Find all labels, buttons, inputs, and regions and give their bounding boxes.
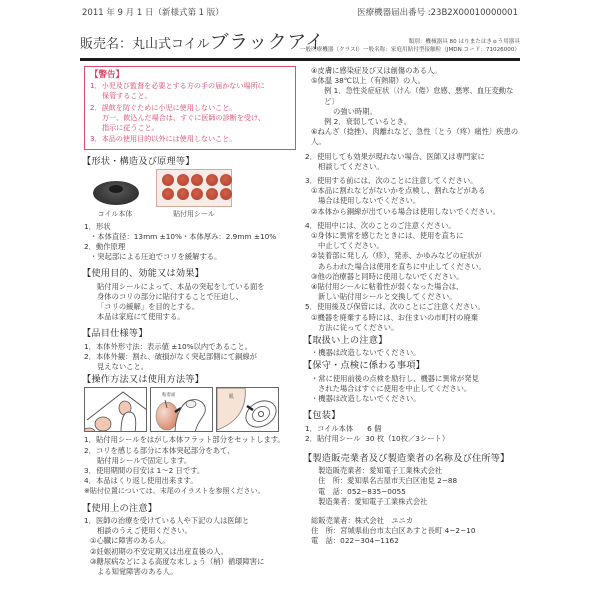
distributor-address: 住 所：宮城県仙台市太白区あすと長町 4−2−10 [311, 526, 476, 536]
usage-line-2: 2．コリを感じる部分に本体突起部分をあて、 [84, 445, 235, 455]
spec-line-1: 1．本体外形寸法：表示値 ±10%以内であること。 [84, 341, 252, 351]
edition-date: 2011 年 9 月 1 日（新様式第 1 版） [82, 8, 224, 18]
manufacturer-heading: 【製造販売業者及び製造業者の名称及び住所等】 [303, 452, 510, 464]
seal-sheet-image [156, 169, 232, 207]
package-item-2-qty: 30 枚（10枚／3シート） [365, 433, 450, 443]
seal-figure [156, 169, 232, 219]
distributor-phone: 電 話：022−304−1162 [311, 536, 399, 546]
spec-heading: 【品目仕様等】 [82, 328, 148, 340]
shape-item-1-title: 1．形状 [84, 221, 111, 231]
spec-line-2: 2．本体外観：割れ、破損がなく突起部側にて銅線が [84, 351, 257, 361]
precaution-4c: ③他の治療器と同時に使用しないでください。 [311, 271, 464, 281]
maintenance-line-1: ・常に使用前後の点検を励行し、機器に異常が発見 [311, 373, 479, 383]
precaution-1-line1: 1．医師の治療を受けている人や下記の人は医師と [84, 515, 250, 525]
usage-note: ※貼付位置については、末尾のイラストを参照ください。 [84, 487, 265, 496]
manufacturer-maker: 製造業者：愛知電子工業株式会社 [318, 496, 428, 506]
package-item-1 [305, 424, 523, 434]
purpose-line: 本品は家庭にて使用する。 [97, 312, 185, 322]
precaution-1e-ex1-cont: の強い時期。 [333, 106, 377, 116]
precaution-5a: ①機器を廃棄する時には、お住まいの市町村の廃棄 [311, 312, 479, 322]
coil-image [90, 175, 140, 207]
maintenance-heading: 【保守・点検に係わる事項】 [303, 360, 426, 372]
precaution-4-line1: 4．使用中には、次のことのご注意ください。 [305, 220, 456, 230]
right-column [305, 66, 523, 547]
warning-heading: 【警告】 [90, 70, 125, 80]
precaution-1a: ①心臓に障害のある人。 [90, 536, 170, 546]
precaution-4d-cont: 新しい貼付用シールと交換してください。 [318, 292, 457, 302]
precaution-4a: ①身体に異常を感じたときには、使用を直ちに [311, 231, 464, 241]
precaution-3b: ②本体から銅線が出ている場合は使用しないでください。 [311, 206, 500, 216]
classification-line: 一般医療機器（クラスⅠ）一般名称：家庭用貼付型接触粒（JMDN コード：71026000） [299, 47, 520, 53]
usage-line-2b: 貼付用シールで固定します。 [97, 455, 192, 465]
package-item-1-name: 1．コイル本体 [305, 423, 354, 433]
product-figures [84, 170, 296, 220]
precautions-heading: 【使用上の注意】 [82, 502, 158, 514]
precaution-4b-cont: あらわれた場合は使用を直ちに中止してください。 [318, 261, 486, 271]
warning-item-1: 1．小児及び監督を必要とする方の手の届かない場所に 保管すること。 [90, 81, 265, 101]
handling-line: ・機器は改造しないでください。 [311, 348, 421, 358]
package-item-1-qty: 6 個 [367, 423, 382, 433]
distributor-name: 総販売業者：株式会社 ユニカ [311, 515, 414, 525]
warning-item-2: 2．誤飲を防ぐために小児に使用しないこと。 万一、飲込んだ場合は、すぐに医師の診断を受け、 指示に従うこと。 [90, 102, 265, 133]
panel-label-adhesive: 粘着面 [162, 393, 176, 399]
usage-heading: 【操作方法又は使用方法等】 [82, 374, 205, 386]
handling-heading: 【取扱い上の注意】 [303, 335, 388, 347]
product-title [80, 27, 325, 54]
document-header [82, 6, 518, 18]
purpose-line: 「コリの緩解」を目的とする。 [97, 302, 200, 312]
usage-illustrations [84, 387, 296, 432]
package-heading: 【包装】 [303, 410, 341, 422]
purpose-line: 身体のコリの部分に貼付することで圧迫し、 [97, 291, 243, 301]
maintenance-line-1b: された場合はすぐに使用を中止してください。 [318, 383, 472, 393]
panel-label-skin: 肌 [229, 394, 235, 401]
precaution-1f: ⑥ねんざ（捻挫）、肉離れなど、急性〔とう（疼）痛性〕疾患の人。 [311, 127, 519, 147]
usage-line-1: 1．貼付用シールをはがし本体フラット部分をセットします。 [84, 435, 285, 445]
illustration-apply-skin [216, 387, 279, 432]
precaution-2-line2: 相談してください。 [318, 161, 384, 171]
notification-number: 医療機器届出番号 :23B2X00010000001 [357, 8, 518, 18]
package-item-2 [305, 434, 523, 444]
precaution-3a: ①本品に割れなどがないかを点検し、割れなどがある [311, 186, 486, 196]
precaution-4a-cont: 中止してください。 [318, 241, 384, 251]
precaution-5a-cont: 方法に従ってください。 [318, 322, 399, 332]
shape-item-2-text: ・突起部による圧迫でコリを緩解する。 [90, 252, 222, 262]
manufacturer-address: 住 所：愛知県名古屋市天白区池見 2−88 [318, 476, 458, 486]
seal-label: 貼付用シール [173, 210, 215, 219]
warning-box [84, 66, 296, 150]
precaution-1-line2: 相談のうえご使用ください。 [97, 526, 192, 536]
precaution-1b: ②妊娠初期の不安定期又は出産直後の人。 [90, 546, 228, 556]
purpose-heading: 【使用目的、効能又は効果】 [82, 268, 205, 280]
coil-label: コイル本体 [97, 210, 133, 219]
precaution-1d: ④皮膚に感染症及び又は創傷のある人。 [311, 66, 442, 75]
spec-line-3: 見えないこと。 [97, 362, 149, 372]
manufacturer-seller: 製造販売業者：愛知電子工業株式会社 [318, 466, 443, 476]
classification-info [300, 38, 520, 54]
purpose-line: 貼付用シールによって、本品の突起をしている面を [97, 281, 265, 291]
precaution-1e: ⑤体温 38℃以上（有熱期）の人。 [311, 76, 425, 86]
precaution-3a-cont: 場合は使用しないでください。 [318, 196, 421, 206]
brand-name: ブラックアイ [209, 31, 325, 53]
precaution-1c-cont: よる知覚障害のある人。 [97, 566, 178, 576]
coil-figure [90, 175, 140, 219]
left-column [84, 66, 296, 577]
shape-item-2-title: 2．動作原理 [84, 242, 126, 252]
precaution-4d: ④貼付用シールに粘着性が弱くなった場合は、 [311, 282, 464, 292]
shape-item-1-text: ・本体直径：13mm ±10%・本体厚み：2.9mm ±10% [90, 231, 277, 241]
manufacturer-phone: 電 話：052−835−0055 [318, 486, 406, 496]
precaution-2-line1: 2．使用しても効果が現れない場合、医師又は専門家に [305, 151, 485, 161]
illustration-peel-seal [84, 387, 147, 432]
title-prefix: 販売名：丸山式コイル [80, 37, 210, 52]
precaution-1c: ③糖尿病などによる高度な末しょう（梢）循環障害に [90, 556, 265, 566]
precaution-1e-ex2: 例 2．衰弱しているとき。 [324, 117, 411, 127]
precaution-4b: ②装着部に発しん（疹）、発赤、かゆみなどの症状が [311, 251, 482, 261]
shape-heading: 【形状・構造及び原理等】 [82, 156, 195, 168]
title-divider [80, 58, 520, 61]
usage-line-3: 3．使用期間の目安は 1〜2 日です。 [84, 466, 205, 476]
category-line: 類別：機械器具 80 はりまたはきゅう用器具 [408, 39, 520, 45]
usage-line-4: 4．本品はくり返し使用出来ます。 [84, 476, 198, 486]
precaution-3-line1: 3．使用する前には、次のことに注意してください。 [305, 176, 478, 186]
warning-item-3: 3．本品の使用目的以外には使用しないこと。 [90, 134, 237, 144]
package-item-2-name: 2．貼付用シール [305, 433, 361, 443]
title-bar [80, 30, 520, 58]
maintenance-line-2: ・機器は改造しないでください。 [311, 394, 421, 404]
precaution-5-line1: 5．使用後及び保管には、次のことにご注意ください。 [305, 302, 485, 312]
precaution-1e-ex1: 例 1．急性炎症症状〔けん（倦）怠感、悪寒、血圧変動など〕 [324, 86, 514, 106]
illustration-set-coil [150, 387, 213, 432]
